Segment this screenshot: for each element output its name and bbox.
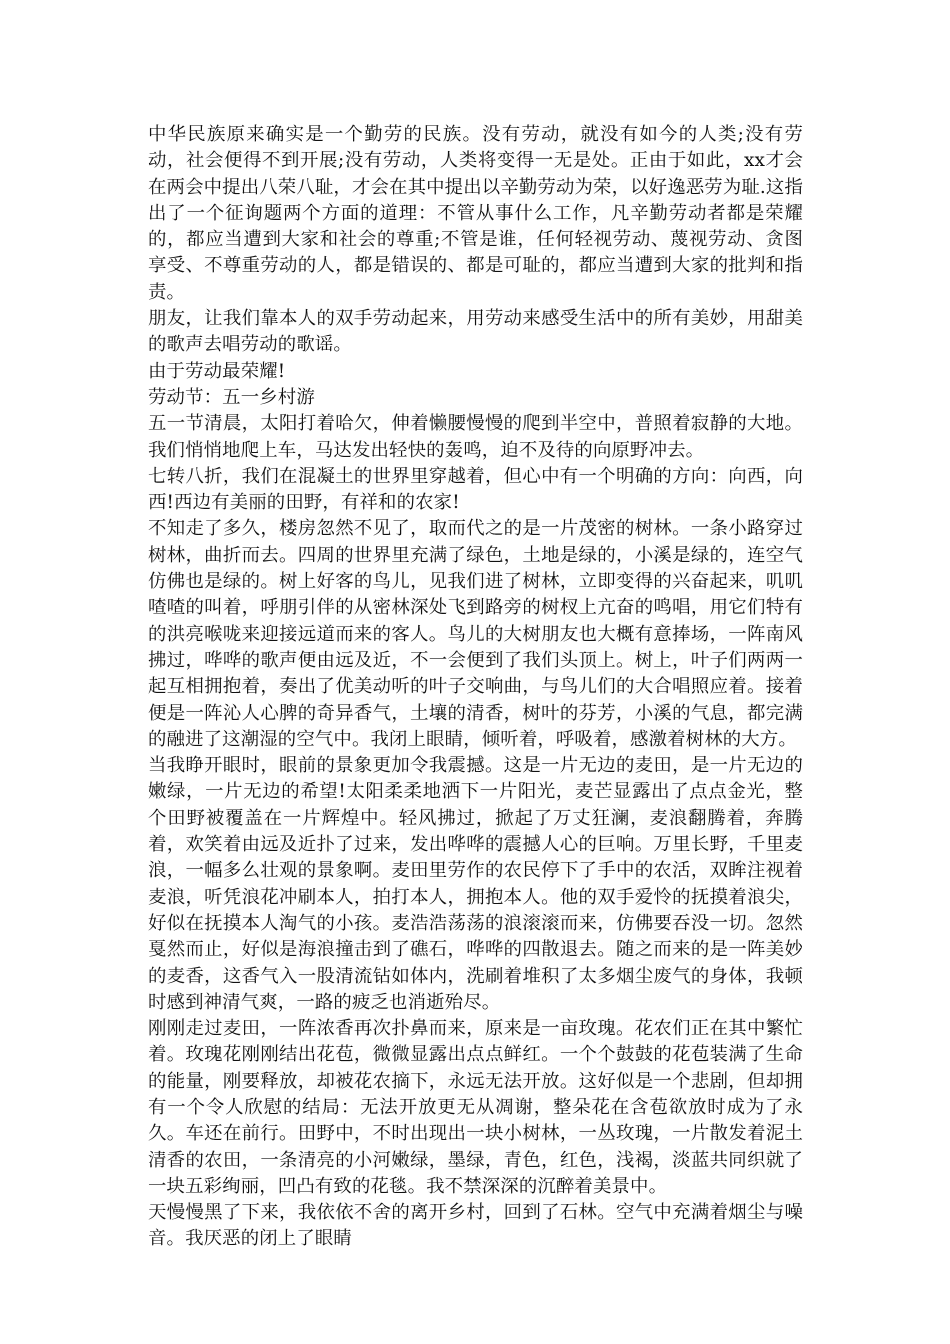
document-body	[148, 122, 803, 1253]
paragraph-westward: 七转八折，我们在混凝土的世界里穿越着，但心中有一个明确的方向：向西，向西!西边有美丽的田野，有祥和的农家!	[148, 465, 803, 514]
paragraph-friends: 朋友，让我们靠本人的双手劳动起来，用劳动来感受生活中的所有美妙，用甜美的歌声去唱劳动的歌谣。	[148, 308, 803, 356]
paragraph-labor-virtue: 中华民族原来确实是一个勤劳的民族。没有劳动，就没有如今的人类;没有劳动，社会便得不到开展;没有劳动，人类将变得一无是处。正由于如此，xx才会在两会中提出八荣八耻，才会在其中提出以辛勤劳动为荣，以好逸恶劳为耻.这指出了一个征询题两个方面的道理：不管从事什么工作，凡辛勤劳动者都是荣耀的，都应当遭到大家和社会的尊重;不管是谁，任何轻视劳动、蔑视劳动、贪图享受、不尊重劳动的人，都是错误的、都是可耻的，都应当遭到大家的批判和指责。	[148, 124, 803, 303]
paragraph-roses: 刚刚走过麦田，一阵浓香再次扑鼻而来，原来是一亩玫瑰。花农们正在其中繁忙着。玫瑰花刚刚结出花苞，微微显露出点点鲜红。一个个鼓鼓的花苞装满了生命的能量，刚要释放，却被花农摘下，永远无法开放。这好似是一个悲剧，但却拥有一个令人欣慰的结局：无法开放更无从凋谢，整朵花在含苞欲放时成为了永久。车还在前行。田野中，不时出现出一块小树林，一丛玫瑰，一片散发着泥土清香的农田，一条清亮的小河嫩绿，墨绿，青色，红色，浅褐，淡蓝共同织就了一块五彩绚丽，凹凸有致的花毯。我不禁深深的沉醉着美景中。	[148, 1018, 803, 1197]
paragraph-forest: 不知走了多久，楼房忽然不见了，取而代之的是一片茂密的树林。一条小路穿过树林，曲折而去。四周的世界里充满了绿色，土地是绿的，小溪是绿的，连空气仿佛也是绿的。树上好客的鸟儿，见我们进了树林，立即变得的兴奋起来，叽叽喳喳的叫着，呼朋引伴的从密林深处飞到路旁的树杈上亢奋的鸣唱，用它们特有的洪亮喉咙来迎接远道而来的客人。鸟儿的大树朋友也大概有意捧场，一阵南风拂过，哗哗的歌声便由远及近，不一会便到了我们头顶上。树上，叶子们两两一起互相拥抱着，奏出了优美动听的叶子交响曲，与鸟儿们的大合唱照应着。接着便是一阵沁人心脾的奇异香气，土壤的清香，树叶的芬芳，小溪的气息，都完满的融进了这潮湿的空气中。我闭上眼睛，倾听着，呼吸着，感激着树林的大方。	[148, 518, 803, 750]
paragraph-return: 天慢慢黑了下来，我依依不舍的离开乡村，回到了石林。空气中充满着烟尘与噪音。我厌恶的闭上了眼睛	[148, 1202, 803, 1250]
paragraph-wheat-field: 当我睁开眼时，眼前的景象更加令我震撼。这是一片无边的麦田，是一片无边的嫩绿，一片无边的希望!太阳柔柔地洒下一片阳光，麦芒显露出了点点金光，整个田野被覆盖在一片辉煌中。轻风拂过，掀起了万丈狂澜，麦浪翻腾着，奔腾着，欢笑着由远及近扑了过来，发出哗哗的震撼人心的巨响。万里长野，千里麦浪，一幅多么壮观的景象啊。麦田里劳作的农民停下了手中的农活，双眸注视着麦浪，听凭浪花冲刷本人，拍打本人，拥抱本人。他的双手爱怜的抚摸着浪尖，好似在抚摸本人淘气的小孩。麦浩浩荡荡的浪滚滚而来，仿佛要吞没一切。忽然戛然而止，好似是海浪撞击到了礁石，哗哗的四散退去。随之而来的是一阵美妙的麦香，这香气入一股清流钻如体内，洗刷着堆积了太多烟尘废气的身体，我顿时感到神清气爽，一路的疲乏也消逝殆尽。	[148, 755, 803, 1013]
paragraph-labor-glory: 由于劳动最荣耀!	[148, 360, 286, 382]
section-heading: 劳动节：五一乡村游	[148, 386, 315, 408]
paragraph-morning: 五一节清晨，太阳打着哈欠，伸着懒腰慢慢的爬到半空中，普照着寂静的大地。我们悄悄地爬上车，马达发出轻快的轰鸣，迫不及待的向原野冲去。	[148, 413, 803, 461]
